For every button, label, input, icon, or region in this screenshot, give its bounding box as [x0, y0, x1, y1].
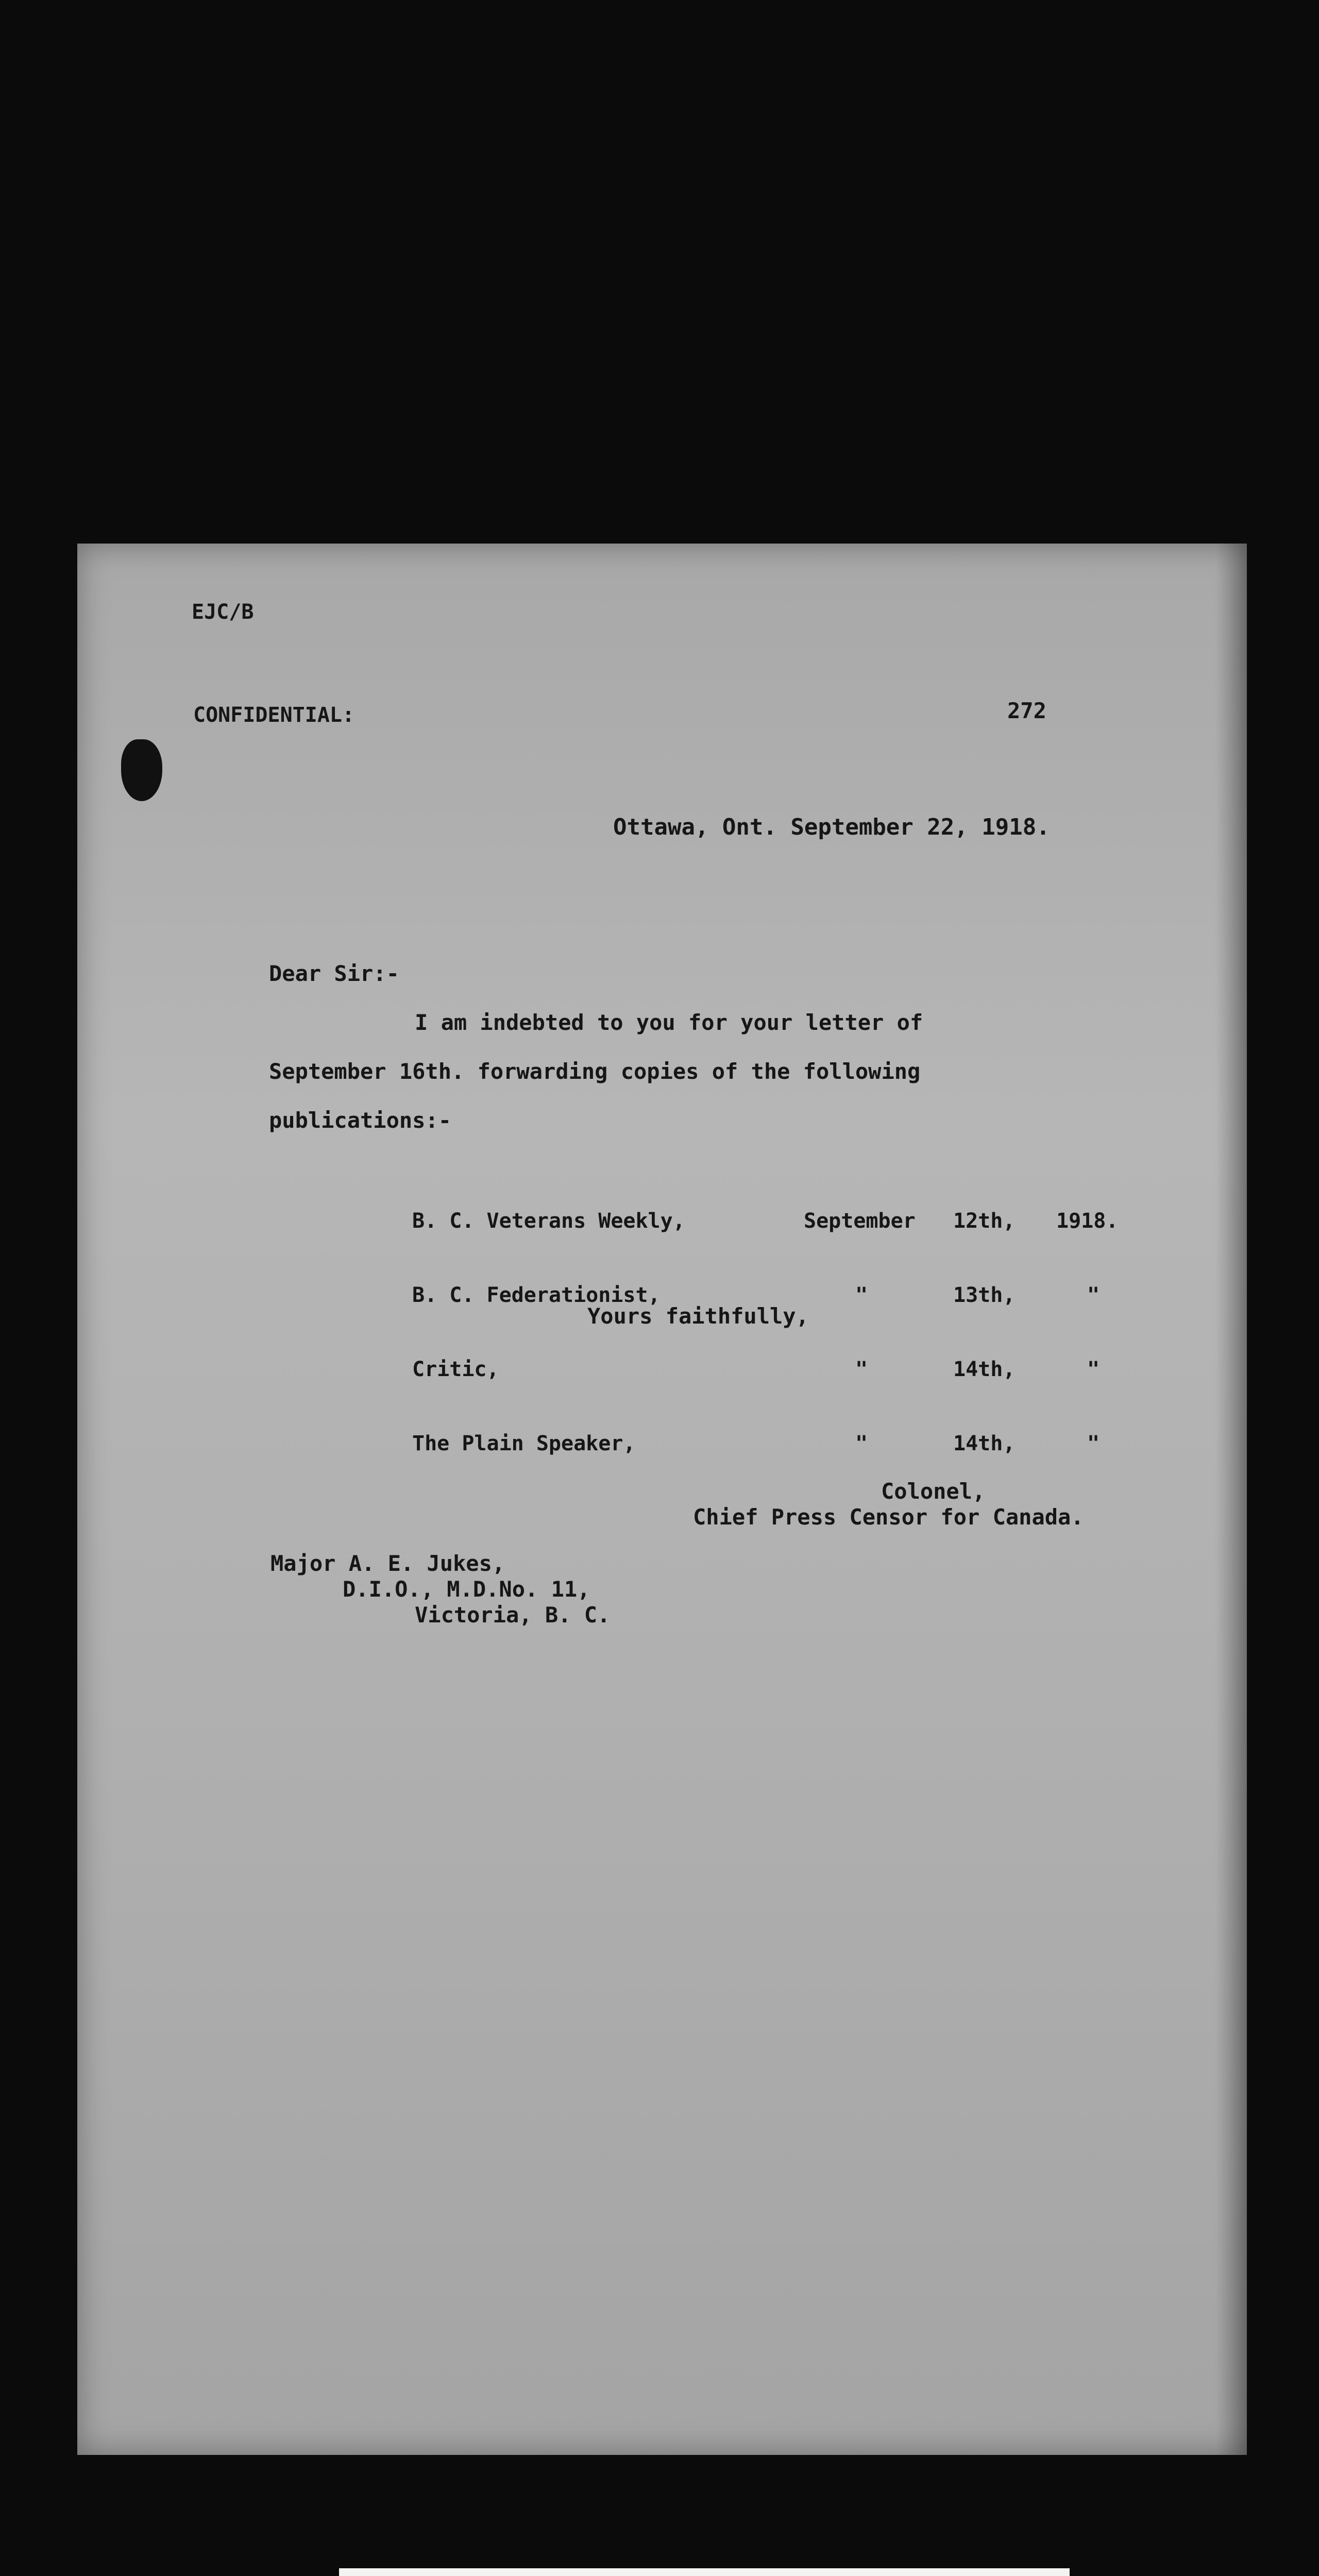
recipient-line-3: Victoria, B. C.	[415, 1602, 611, 1628]
publication-title: Critic,	[412, 1358, 499, 1381]
body-line-2: September 16th. forwarding copies of the following	[269, 1059, 921, 1084]
publication-row	[412, 1357, 1134, 1382]
recipient-line-2: D.I.O., M.D.No. 11,	[343, 1577, 590, 1602]
publication-day: 13th,	[953, 1283, 1016, 1307]
page-number: 272	[1007, 698, 1046, 723]
classification: CONFIDENTIAL:	[193, 703, 355, 727]
archive-label	[339, 2568, 1070, 2576]
publication-day: 14th,	[953, 1358, 1016, 1381]
place-date: Ottawa, Ont. September 22, 1918.	[613, 814, 1050, 840]
salutation: Dear Sir:-	[269, 961, 399, 986]
reference-initials: EJC/B	[192, 600, 254, 624]
publication-month: "	[855, 1283, 868, 1307]
publication-year: 1918.	[1056, 1209, 1119, 1233]
publication-month: September	[804, 1209, 916, 1233]
punch-hole	[121, 739, 162, 801]
body-line-3: publications:-	[269, 1108, 452, 1133]
body-line-1: I am indebted to you for your letter of	[415, 1010, 923, 1035]
publication-year: "	[1087, 1283, 1100, 1307]
publication-day: 14th,	[953, 1432, 1016, 1455]
publications-list	[412, 1159, 1134, 1505]
recipient-line-1: Major A. E. Jukes,	[270, 1551, 505, 1576]
publication-month: "	[855, 1358, 868, 1381]
publication-row	[412, 1431, 1134, 1456]
publication-year: "	[1087, 1358, 1100, 1381]
page-edge-shadow	[1216, 544, 1247, 2455]
signature-title: Chief Press Censor for Canada.	[693, 1504, 1084, 1530]
publication-day: 12th,	[953, 1209, 1016, 1233]
letter-page	[77, 544, 1247, 2455]
publication-year: "	[1087, 1432, 1100, 1455]
signature-rank: Colonel,	[881, 1479, 986, 1504]
publication-title: B. C. Veterans Weekly,	[412, 1209, 685, 1233]
closing: Yours faithfully,	[587, 1303, 809, 1329]
publication-title: B. C. Federationist,	[412, 1283, 661, 1307]
publication-month: "	[855, 1432, 868, 1455]
publication-row	[412, 1209, 1134, 1233]
publication-title: The Plain Speaker,	[412, 1432, 636, 1455]
